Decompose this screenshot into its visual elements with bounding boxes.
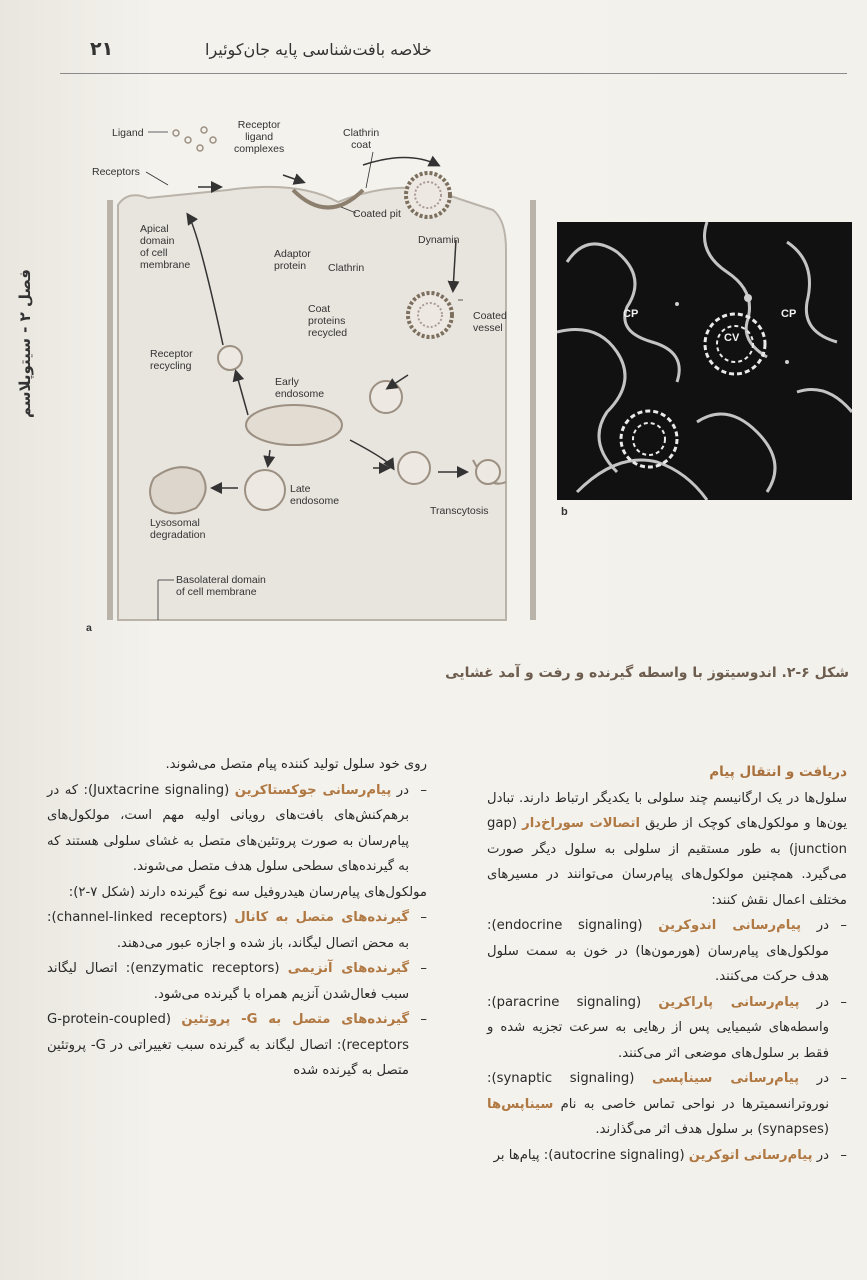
list-item-paracrine: – در پیام‌رسانی پاراکرین (paracrine signaling): واسطه‌های شیمیایی پس از رهایی به سرعت تجزیه شده و فقط بر سلول‌های موضعی اثر می‌کنند.	[487, 994, 847, 1061]
intro-term: اتصالات سوراخ‌دار	[522, 816, 640, 831]
item-term: پیام‌رسانی اتوکرین	[688, 1147, 813, 1163]
label-apical-domain: Apical domain of cell membrane	[140, 223, 191, 271]
item-text: (autocrine signaling): پیام‌ها بر	[493, 1147, 689, 1163]
item-prefix: در	[391, 782, 409, 798]
label-clathrin: Clathrin	[328, 262, 365, 274]
label-clathrin-coat: Clathrin coat	[343, 127, 380, 151]
label-adaptor-protein: Adaptor protein	[274, 248, 311, 272]
page-header	[60, 30, 847, 74]
item-text: (Juxtacrine signaling): که در برهم‌کنش‌های بافت‌های رویانی اولیه مهم است، مولکول‌های پیام‌رسان به صورت پروتئین‌های متصل به غشای سلولی هستند که به گیرنده‌های سطحی سلول هدف متصل می‌شوند.	[47, 782, 409, 874]
list-item-endocrine: – در پیام‌رسانی اندوکرین (endocrine signaling): مولکول‌های پیام‌رسان (هورمون‌ها) در خون به سمت سلول هدف حرکت می‌کنند.	[487, 918, 847, 984]
item-term: گیرنده‌های آنزیمی	[287, 961, 410, 976]
label-cv: CV	[724, 332, 740, 344]
list-item-channel-linked: – گیرنده‌های متصل به کانال (channel-linked receptors): به محض اتصال لیگاند، باز شده و اجازه عبور می‌دهند.	[47, 910, 427, 951]
list-item-g-protein: – گیرنده‌های متصل به G- پروتئین (G-protein-coupled receptors): اتصال لیگاند به گیرنده سبب تغییراتی در G- پروتئین متصل به گیرنده شده	[47, 1012, 427, 1078]
item-prefix: در	[801, 918, 830, 933]
item-prefix: در	[799, 1071, 829, 1086]
section-heading: دریافت و انتقال پیام	[709, 764, 847, 780]
label-coated-vessel: Coated vessel	[473, 310, 507, 334]
list-item-juxtacrine: – در پیام‌رسانی جوکستاکرین (Juxtacrine signaling): که در برهم‌کنش‌های بافت‌های رویانی اولیه مهم است، مولکول‌های پیام‌رسان به صورت پروتئین‌های متصل به غشای سلولی هستند که به گیرنده‌های سطحی سلول هدف متصل می‌شوند.	[47, 782, 427, 874]
endocytosis-illustration	[88, 110, 548, 635]
item-text: (endocrine signaling): مولکول‌های پیام‌رسان (هورمون‌ها) در خون به سمت سلول هدف حرکت می‌کنند.	[487, 918, 829, 984]
header-rule	[60, 73, 847, 74]
figure-caption: شکل ۶-۲. اندوسیتوز با واسطه گیرنده و رفت و آمد غشایی	[445, 665, 849, 681]
item-term: پیام‌رسانی سیناپسی	[651, 1071, 800, 1086]
intro-paragraph	[487, 786, 847, 914]
figure-a-diagram	[88, 110, 548, 635]
left-text-column	[47, 752, 427, 1084]
intro-text-b: (gap junction) به طور مستقیم از سلولی به سلول دیگر صورت می‌گیرد. همچنین مولکول‌های پیام‌رسان می‌توانند در مسیرهای مختلف اعمال نقش کنند:	[487, 816, 847, 908]
right-text-column	[487, 760, 847, 1168]
item-prefix: در	[812, 1147, 829, 1163]
item-text: (G-protein-coupled receptors): اتصال لیگاند به گیرنده سبب تغییراتی در G- پروتئین متصل به گیرنده شده	[47, 1012, 409, 1078]
item-text: (synaptic signaling): نوروترانسمیترها در نواحی تماس خاصی به نام	[487, 1071, 829, 1112]
label-cp-left: CP	[623, 308, 639, 320]
label-early-endosome: Early endosome	[275, 376, 325, 400]
receptor-types-paragraph: مولکول‌های پیام‌رسان هیدروفیل سه نوع گیرنده دارند (شکل ۷-۲):	[68, 884, 427, 900]
label-late-endosome: Late endosome	[290, 483, 340, 507]
list-item-enzymatic: – گیرنده‌های آنزیمی (enzymatic receptors): اتصال لیگاند سبب فعال‌شدن آنزیم همراه با گیرنده می‌شود.	[47, 961, 427, 1002]
label-ligand: Ligand	[112, 127, 144, 139]
item-text-2: (synapses) بر سلول هدف اثر می‌گذارند.	[595, 1122, 829, 1137]
item-term: پیام‌رسانی اندوکرین	[658, 918, 802, 933]
item-term: پیام‌رسانی جوکستاکرین	[234, 782, 392, 798]
item-text: (paracrine signaling): واسطه‌های شیمیایی پس از رهایی به سرعت تجزیه شده و فقط بر سلول‌های موضعی اثر می‌کنند.	[487, 994, 829, 1061]
item-prefix: در	[799, 994, 829, 1010]
label-dynamin: Dynamin	[418, 234, 460, 246]
item-term-2: سیناپس‌ها	[487, 1096, 554, 1112]
item-term: پیام‌رسانی پاراکرین	[658, 994, 800, 1010]
continuation-line: روی خود سلول تولید کننده پیام متصل می‌شوند.	[165, 757, 427, 772]
book-title: خلاصه بافت‌شناسی پایه جان‌کوئیرا	[205, 40, 432, 59]
page-number: ۲۱	[90, 38, 114, 60]
panel-letter-b: b	[561, 506, 568, 518]
label-coated-pit: Coated pit	[353, 208, 401, 220]
label-receptor-ligand: Receptor ligand complexes	[234, 119, 285, 155]
item-term: گیرنده‌های متصل به G- پروتئین	[181, 1012, 409, 1027]
panel-letter-a: a	[86, 622, 92, 634]
label-basolateral-domain: Basolateral domain of cell membrane	[176, 574, 266, 598]
label-lysosomal-degradation: Lysosomal degradation	[150, 517, 206, 541]
label-coat-proteins-recycled: Coat proteins recycled	[308, 303, 348, 339]
micrograph-image	[557, 222, 852, 500]
chapter-side-label	[6, 269, 44, 418]
list-item-synaptic: – در پیام‌رسانی سیناپسی (synaptic signaling): نوروترانسمیترها در نواحی تماس خاصی به نام سیناپس‌ها (synapses) بر سلول هدف اثر می‌گذارند.	[487, 1071, 847, 1137]
item-text: (channel-linked receptors): به محض اتصال لیگاند، باز شده و اجازه عبور می‌دهند.	[47, 910, 409, 951]
item-term: گیرنده‌های متصل به کانال	[234, 910, 409, 925]
chapter-label-text: فصل ۲ - سیتوپلاسم	[16, 269, 34, 418]
label-cp-right: CP	[781, 308, 797, 320]
intro-text-a: سلول‌ها در یک ارگانیسم چند سلولی با یکدیگر ارتباط دارند. تبادل یون‌ها و مولکول‌های کوچک از طریق	[487, 790, 847, 831]
figure-b-micrograph	[557, 222, 852, 500]
item-text: (enzymatic receptors): اتصال لیگاند سبب فعال‌شدن آنزیم همراه با گیرنده می‌شود.	[47, 961, 409, 1002]
label-receptors: Receptors	[92, 166, 140, 178]
label-receptor-recycling: Receptor recycling	[150, 348, 193, 372]
list-item-autocrine: – در پیام‌رسانی اتوکرین (autocrine signaling): پیام‌ها بر	[493, 1147, 847, 1163]
label-transcytosis: Transcytosis	[430, 505, 489, 517]
